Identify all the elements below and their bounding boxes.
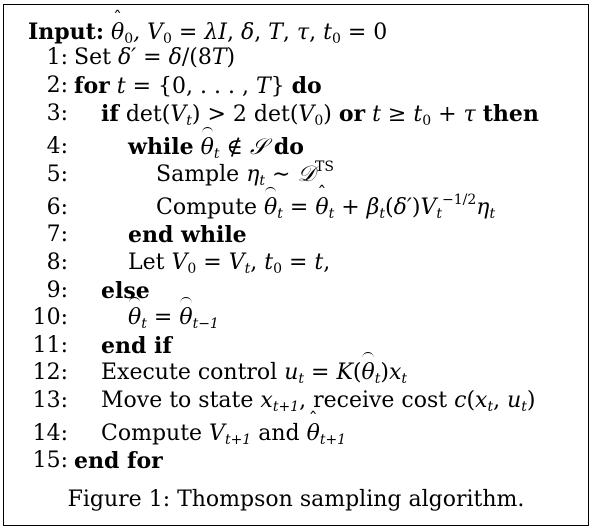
line-number: 12: [32,360,68,385]
line-number: 3: [46,101,68,126]
line-content: end while [128,222,247,248]
line-number: 4: [46,134,68,159]
line-content: Execute control $u_t = K(\theta_t)x_t$ [101,360,408,387]
line-number: 10: [32,305,68,330]
line-content: Compute $\theta_t$ = ˆ $\theta_t + \beta_t(\delta')V_t^{-1/2}\eta_t$ [156,193,495,223]
line-number: 5: [46,162,68,187]
line-content: while $\theta_t$ ∉ 𝒮 do [128,134,304,162]
line-content: if $\det(V_t) > 2$ $\det(V_0)$ or $t \ge t_0 + \tau$ then [101,101,539,129]
line-number: 7: [46,222,68,247]
line-number: 11: [32,333,68,358]
line-content: $\theta_t = \theta_{t-1}$ [128,305,219,332]
line-content: Sample $\eta_t$ ∼ 𝒟$^{TS}$ [156,159,334,189]
line-content: end if [101,333,172,359]
line-number: 6: [46,195,68,220]
line-number: 14: [32,421,68,446]
line-number: 2: [46,73,68,98]
line-content: Let $V_0 = V_t$, $t_0 = t$, [128,250,331,277]
algorithm-box [3,4,589,526]
line-content: for t = {0, . . . , T} do [74,73,322,99]
line-content: Compute $V_{t+1}$ and ˆ $\theta_{t+1}$ [101,419,346,449]
figure-caption: Figure 1: Thompson sampling algorithm. [67,487,525,512]
line-number: 13: [32,388,68,413]
line-content: else [101,278,150,304]
line-content: Set δ′ = δ/(8T) [74,45,236,70]
input-label: Input: [28,19,104,45]
line-number: 9: [46,278,68,303]
line-content: end for [74,448,163,474]
line-number: 8: [46,250,68,275]
line-number: 15: [32,448,68,473]
line-content: Move to state $x_{t+1}$, receive cost $c(x_t$, $u_t$) [101,388,536,415]
input-params: ˆ $\theta_0$, $V_0 = \lambda I$, δ, T, τ, $t_0 = 0$ [111,20,387,45]
line-number: 1: [46,45,68,70]
